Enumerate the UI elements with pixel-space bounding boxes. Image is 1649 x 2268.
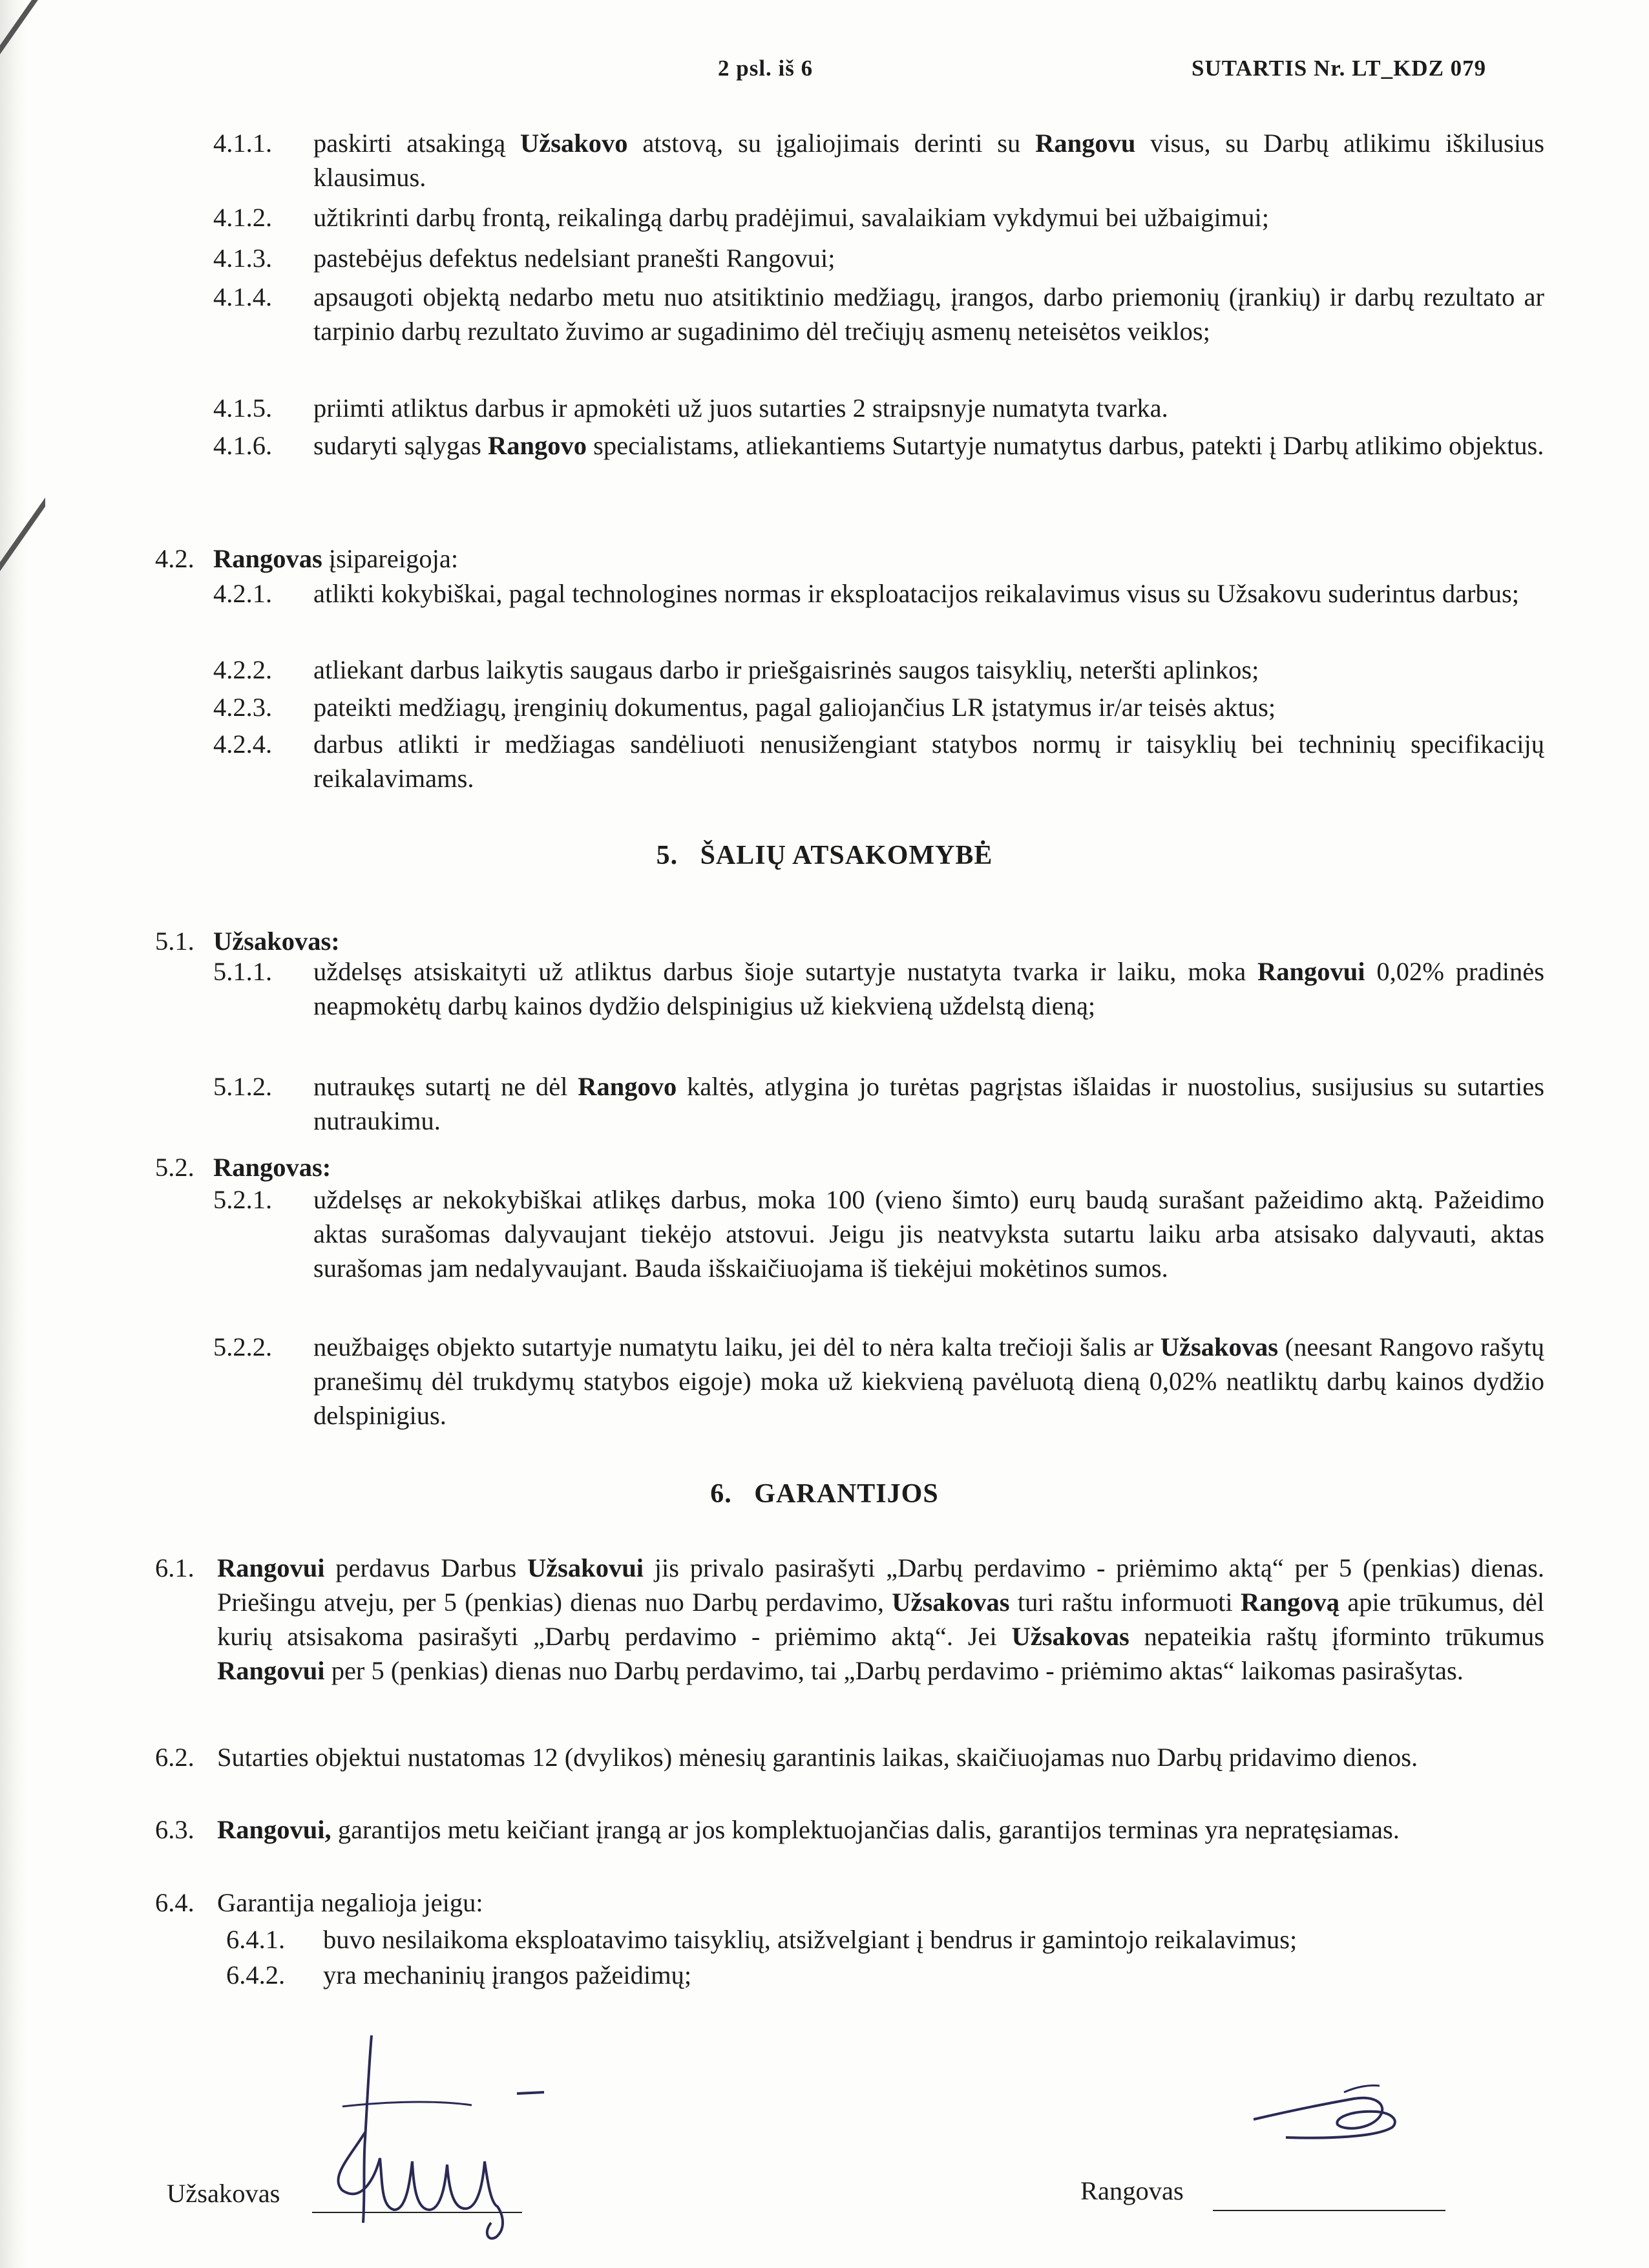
- section-label: Rangovas įsipareigoja:: [213, 544, 459, 573]
- section-heading-5: 5. ŠALIŲ ATSAKOMYBĖ: [656, 841, 993, 870]
- clause-text: užtikrinti darbų frontą, reikalingą darbų pradėjimui, savalaikiam vykdymui bei užbaigimui;: [313, 203, 1269, 232]
- clause-number: 4.2.2.: [213, 655, 273, 684]
- clause-text: uždelsęs atsiskaityti už atliktus darbus šioje sutartyje nustatyta tvarka ir laiku, moka Rangovui 0,02% pradinės neapmokėtų darbų kainos dydžio delspinigius už kiekvieną uždelstą dieną;: [313, 957, 1544, 1020]
- clause-text: Rangovui, garantijos metu keičiant įrangą ar jos komplektuojančias dalis, garantijos terminas yra nepratęsiamas.: [217, 1815, 1400, 1844]
- clause-text: buvo nesilaikoma eksploatavimo taisyklių, atsižvelgiant į bendrus ir gamintojo reikalavimus;: [323, 1925, 1297, 1954]
- signature-right-scribble: [1247, 2079, 1409, 2150]
- clause-number: 5.1.2.: [213, 1072, 273, 1101]
- signature-right-label: Rangovas: [1080, 2176, 1184, 2205]
- clause-number: 6.4.1.: [226, 1925, 286, 1954]
- clause-number: 4.2.1.: [213, 579, 273, 608]
- section-label: Rangovas:: [213, 1153, 331, 1182]
- page-number: 2 psl. iš 6: [718, 56, 814, 81]
- clause-number: 6.1.: [155, 1553, 194, 1582]
- clause-number: 4.1.2.: [213, 203, 273, 232]
- page-header: [0, 56, 1649, 94]
- section-number: 5.2.: [155, 1153, 194, 1182]
- clause-number: 4.1.5.: [213, 394, 273, 423]
- clause-number: 4.2.4.: [213, 730, 273, 759]
- clause-text: Rangovui perdavus Darbus Užsakovui jis privalo pasirašyti „Darbų perdavimo - priėmimo aktą“ per 5 (penkias) dienas. Priešingu atveju, per 5 (penkias) dienas nuo Darbų perdavimo, Užsakovas turi raštu informuoti Rangovą apie trūkumus, dėl kurių atsisakoma pasirašyti „Darbų perdavimo - priėmimo aktą“. Jei Užsakovas nepateikia raštų įforminto trūkumus Rangovui per 5 (penkias) dienas nuo Darbų perdavimo, tai „Darbų perdavimo - priėmimo aktas“ laikomas pasirašytas.: [217, 1553, 1545, 1685]
- clause-text: atliekant darbus laikytis saugaus darbo ir priešgaisrinės saugos taisyklių, neteršti aplinkos;: [313, 655, 1259, 684]
- clause-number: 6.3.: [155, 1815, 194, 1844]
- clause-text: paskirti atsakingą Užsakovo atstovą, su įgaliojimais derinti su Rangovu visus, su Darbų atlikimu iškilusius klausimus.: [313, 129, 1544, 192]
- signature-left-scribble: [304, 2029, 607, 2242]
- clause-number: 4.1.4.: [213, 282, 273, 311]
- section-number: 5.1.: [155, 927, 194, 956]
- clause-text: nutraukęs sutartį ne dėl Rangovo kaltės, atlygina jo turėtas pagrįstas išlaidas ir nuostolius, susijusius su sutarties nutraukimu.: [313, 1072, 1545, 1135]
- clause-text: pateikti medžiagų, įrenginių dokumentus, pagal galiojančius LR įstatymus ir/ar teisės aktus;: [313, 693, 1276, 722]
- clause-text: Sutarties objektui nustatomas 12 (dvylikos) mėnesių garantinis laikas, skaičiuojamas nuo Darbų pridavimo dienos.: [217, 1743, 1418, 1772]
- clause-text: Garantija negalioja jeigu:: [217, 1888, 483, 1917]
- clause-number: 5.2.1.: [213, 1185, 273, 1214]
- clause-number: 6.2.: [155, 1743, 194, 1772]
- section-number: 4.2.: [155, 544, 194, 573]
- signature-right: [1080, 2161, 1468, 2213]
- clause-text: uždelsęs ar nekokybiškai atlikęs darbus, moka 100 (vieno šimto) eurų baudą surašant pažeidimo aktą. Pažeidimo aktas surašomas dalyvaujant tiekėjo atstovui. Jeigu jis neatvyksta sutartu laiku arba atsisako dalyvauti, aktas surašomas jam nedalyvaujant. Bauda išskaičiuojama iš tiekėjui mokėtinos sumos.: [313, 1185, 1544, 1283]
- clause-number: 5.2.2.: [213, 1332, 273, 1361]
- clause-text: darbus atlikti ir medžiagas sandėliuoti nenusižengiant statybos normų ir taisyklių bei techninių specifikacijų reikalavimams.: [313, 730, 1544, 793]
- clause-number: 4.1.3.: [213, 244, 273, 273]
- signature-left-label: Užsakovas: [167, 2179, 280, 2208]
- clause-text: pastebėjus defektus nedelsiant pranešti Rangovui;: [313, 244, 835, 273]
- clause-number: 6.4.: [155, 1888, 194, 1917]
- clause-text: yra mechaninių įrangos pažeidimų;: [323, 1960, 692, 1990]
- clause-number: 5.1.1.: [213, 957, 273, 986]
- clause-number: 6.4.2.: [226, 1960, 286, 1990]
- clause-text: atlikti kokybiškai, pagal technologines normas ir eksploatacijos reikalavimus visus su Užsakovu suderintus darbus;: [313, 579, 1520, 608]
- clause-number: 4.1.1.: [213, 129, 273, 158]
- section-label: Užsakovas:: [213, 927, 340, 956]
- contract-number: SUTARTIS Nr. LT_KDZ 079: [1192, 56, 1487, 81]
- clause-text: priimti atliktus darbus ir apmokėti už juos sutarties 2 straipsnyje numatyta tvarka.: [313, 394, 1168, 423]
- section-heading-6: 6. GARANTIJOS: [710, 1479, 939, 1509]
- clause-text: neužbaigęs objekto sutartyje numatytu laiku, jei dėl to nėra kalta trečioji šalis ar Užsakovas (neesant Rangovo rašytų pranešimų dėl trukdymų statybos eigoje) moka už kiekvieną pavėluotą dieną 0,02% neatliktų darbų kainos dydžio delspinigius.: [313, 1332, 1544, 1430]
- clause-number: 4.2.3.: [213, 693, 273, 722]
- clause-text: sudaryti sąlygas Rangovo specialistams, atliekantiems Sutartyje numatytus darbus, patekti į Darbų atlikimo objektus.: [313, 431, 1544, 460]
- signature-right-line: [1213, 2210, 1445, 2211]
- scan-edge-shadow: [0, 0, 26, 2268]
- clause-number: 4.1.6.: [213, 431, 273, 460]
- clause-text: apsaugoti objektą nedarbo metu nuo atsitiktinio medžiagų, įrangos, darbo priemonių (įrankių) ir darbų rezultato ar tarpinio darbų rezultato žuvimo ar sugadinimo dėl trečiųjų asmenų neteisėtos veiklos;: [313, 282, 1544, 346]
